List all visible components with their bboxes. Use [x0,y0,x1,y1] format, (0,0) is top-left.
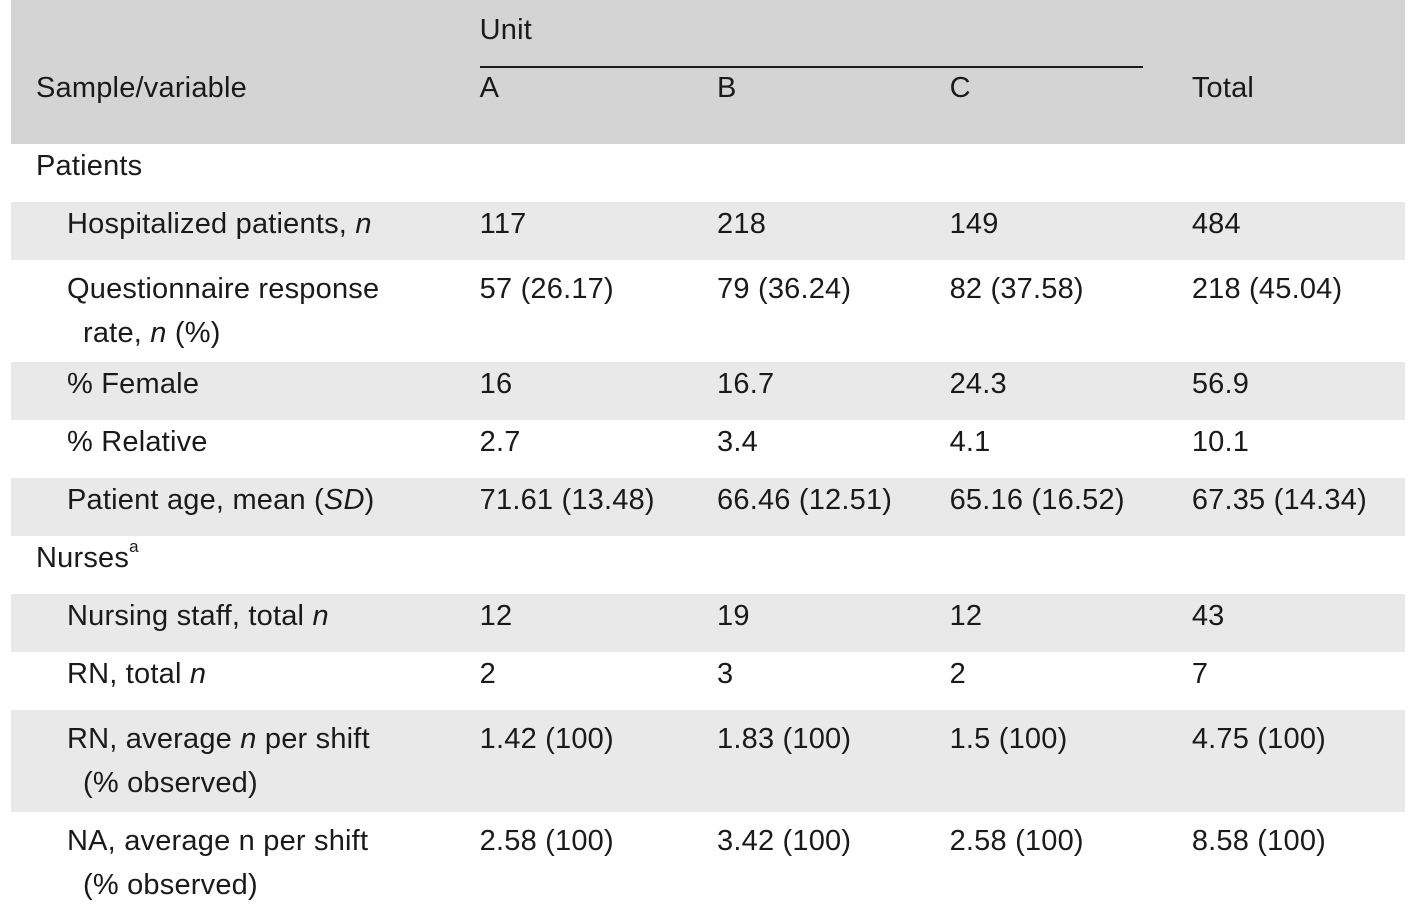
table-header [11,0,1405,144]
cell-c: 12 [949,600,983,632]
cell-total: 7 [1191,658,1209,690]
header-empty-cell [1192,0,1405,68]
row-label: Hospitalized patients, n [67,208,372,240]
row-label: Patient age, mean (SD) [67,484,375,516]
unit-spanner-label: Unit [479,14,533,46]
cell-total: 43 [1191,600,1225,632]
cell-b: 3.4 [717,426,758,458]
cell-total: 67.35 (14.34) [1191,484,1367,516]
table-row [11,594,1405,652]
cell-a: 71.61 (13.48) [479,484,655,516]
cell-b: 79 (36.24) [717,273,852,305]
cell-a: 57 (26.17) [479,273,614,305]
cell-b: 218 [717,208,767,240]
header-col-b: B [717,72,737,104]
cell-b: 66.46 (12.51) [717,484,893,516]
section-label: Nurses$^a$ [36,537,139,574]
cell-c: 149 [949,208,999,240]
cell-c: 24.3 [949,368,1007,400]
section-label: Patients [36,150,143,182]
cell-c: 65.16 (16.52) [949,484,1125,516]
cell-b: 16.7 [717,368,775,400]
footnote-marker: a [129,537,139,557]
cell-total: 4.75 (100) [1191,723,1327,755]
cell-c: 4.1 [949,426,991,458]
cell-a: 2 [479,658,496,690]
cell-a: 117 [479,208,527,240]
cell-b: 19 [717,600,750,632]
row-label: Questionnaire response rate, n (%) [67,273,380,349]
cell-c: 1.5 (100) [949,723,1068,755]
cell-total: 10.1 [1191,426,1250,458]
cell-c: 2.58 (100) [949,825,1084,857]
cell-total: 484 [1191,208,1241,240]
cell-b: 3.42 (100) [717,825,852,857]
table-row [11,420,1405,478]
header-col-c: C [949,72,971,104]
data-table [11,0,1405,914]
cell-total: 218 (45.04) [1191,273,1343,305]
cell-a: 1.42 (100) [479,723,614,755]
header-empty-cell [11,0,480,68]
cell-a: 2.58 (100) [479,825,614,857]
row-label: RN, total n [67,658,207,690]
table-row [11,478,1405,536]
table-row [11,710,1405,812]
header-unit-cell [480,0,1192,68]
header-unit-row [11,0,1405,68]
cell-a: 12 [479,600,513,632]
header-column-row [11,68,1405,144]
header-sample-variable: Sample/variable [36,72,247,104]
table-row [11,362,1405,420]
cell-b: 3 [717,658,734,690]
row-label: RN, average n per shift (% observed) [67,723,370,799]
cell-a: 16 [479,368,513,400]
row-label: % Relative [67,426,208,458]
row-label: NA, average n per shift (% observed) [67,825,369,901]
table-row [11,652,1405,710]
cell-c: 2 [949,658,966,690]
table-body [11,144,1405,914]
row-label: % Female [67,368,200,400]
section-row-patients [11,144,1405,202]
table-row [11,202,1405,260]
header-col-a: A [479,72,500,104]
cell-b: 1.83 (100) [717,723,852,755]
header-col-total: Total [1191,72,1255,104]
table-row [11,812,1405,914]
unit-spanner-rule [480,66,1143,68]
cell-c: 82 (37.58) [949,273,1084,305]
section-row-nurses [11,536,1405,594]
cell-total: 8.58 (100) [1191,825,1327,857]
row-label: Nursing staff, total n [67,600,329,632]
cell-total: 56.9 [1191,368,1250,400]
table-row [11,260,1405,362]
cell-a: 2.7 [479,426,521,458]
